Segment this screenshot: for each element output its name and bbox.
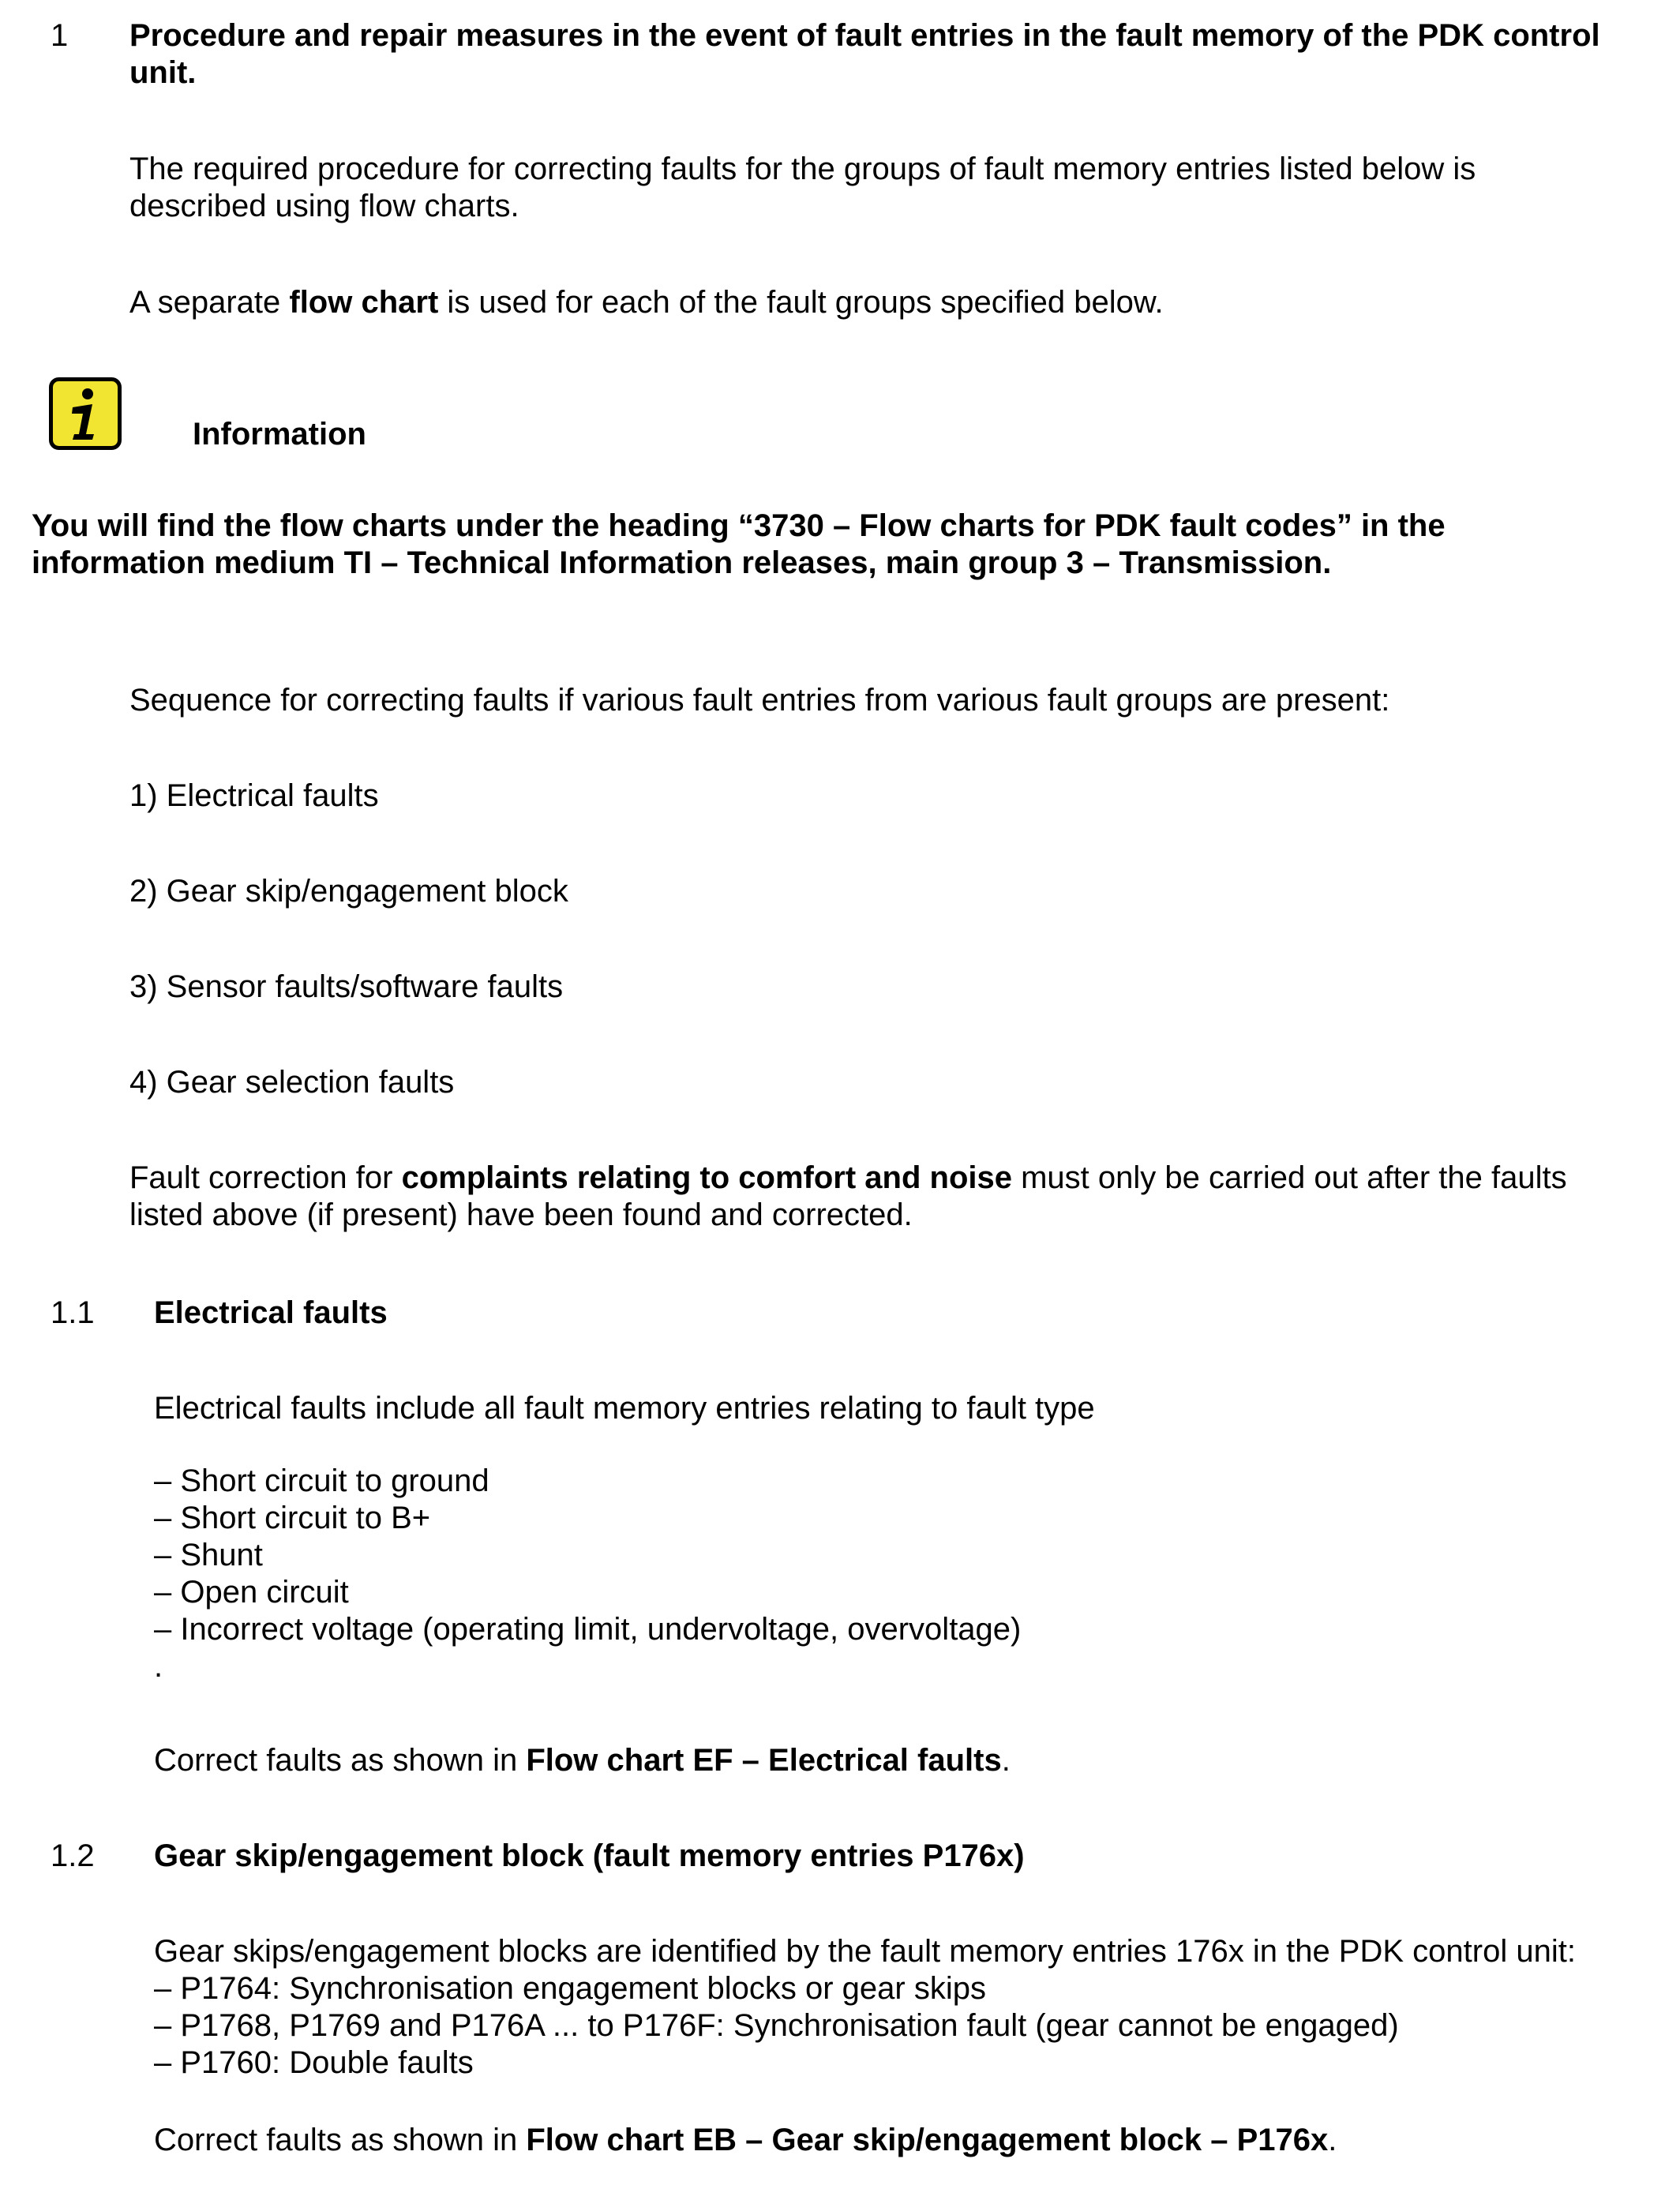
sequence-item: 3) Sensor faults/software faults [129,969,564,1004]
section-1-2-title: Gear skip/engagement block (fault memory entries P176x) [154,1838,1025,1873]
comfort-noise-paragraph [129,1160,1567,1234]
sequence-intro: Sequence for correcting faults if various fault entries from various fault groups are present: [129,683,1390,718]
comfort-noise-bold: complaints relating to comfort and noise [401,1160,1012,1195]
flow-chart-paragraph-prefix: A separate [129,285,290,320]
section-1-2-body [154,1933,1576,2082]
section-1-2-correct-suffix: . [1328,2123,1337,2157]
comfort-noise-suffix: must only be carried out after the faults [1012,1160,1567,1195]
section-1-number: 1 [51,18,69,53]
fault-type-item: – Incorrect voltage (operating limit, undervoltage, overvoltage) [154,1612,1022,1647]
fault-type-item: . [154,1649,163,1684]
information-note-line-1: You will find the flow charts under the heading “3730 – Flow charts for PDK fault codes” in the [32,508,1446,543]
section-1-title-line-1: Procedure and repair measures in the event of fault entries in the fault memory of the PDK control [129,18,1600,53]
fault-type-item: – Short circuit to ground [154,1464,489,1498]
flow-chart-paragraph-bold: flow chart [289,285,439,320]
information-note [32,508,1446,582]
intro-paragraph-line-2: described using flow charts. [129,189,519,223]
section-1-1-correct [154,1742,1011,1779]
information-note-line-2: information medium TI – Technical Information releases, main group 3 – Transmission. [32,545,1332,580]
section-1-1-correct-prefix: Correct faults as shown in [154,1743,527,1778]
section-1-title-line-2: unit. [129,55,197,90]
section-1-1-title: Electrical faults [154,1295,388,1330]
flow-chart-paragraph [129,284,1164,321]
information-icon [49,377,122,450]
sequence-item: 2) Gear skip/engagement block [129,874,568,909]
fault-type-item: – Shunt [154,1538,263,1572]
fault-type-item: – Open circuit [154,1575,349,1610]
comfort-noise-line-2: listed above (if present) have been found and corrected. [129,1197,913,1232]
sequence-item: 4) Gear selection faults [129,1065,455,1100]
fault-type-item: – Short circuit to B+ [154,1501,431,1535]
flow-chart-ef-reference: Flow chart EF – Electrical faults [526,1743,1002,1778]
section-1-2-correct-prefix: Correct faults as shown in [154,2123,527,2157]
fault-code-item: – P1760: Double faults [154,2045,474,2080]
comfort-noise-line-1 [129,1160,1567,1197]
section-1-2-correct [154,2122,1337,2159]
section-1-2-intro: Gear skips/engagement blocks are identified by the fault memory entries 176x in the PDK control unit: [154,1934,1576,1969]
intro-paragraph-line-1: The required procedure for correcting faults for the groups of fault memory entries listed below is [129,152,1476,186]
fault-type-list [154,1463,1021,1685]
fault-code-item: – P1768, P1769 and P176A ... to P176F: Synchronisation fault (gear cannot be engaged) [154,2008,1399,2043]
sequence-item: 1) Electrical faults [129,778,379,813]
intro-paragraph [129,151,1476,225]
flow-chart-paragraph-suffix: is used for each of the fault groups specified below. [438,285,1164,320]
section-1-1-correct-suffix: . [1001,1743,1011,1778]
flow-chart-eb-reference: Flow chart EB – Gear skip/engagement block – P176x [526,2123,1329,2157]
information-label: Information [193,417,366,452]
section-1-1-number: 1.1 [51,1295,95,1330]
section-1-title [129,17,1600,92]
fault-code-item: – P1764: Synchronisation engagement blocks or gear skips [154,1971,986,2006]
section-1-1-intro: Electrical faults include all fault memory entries relating to fault type [154,1391,1095,1426]
section-1-2-number: 1.2 [51,1838,95,1873]
comfort-noise-prefix: Fault correction for [129,1160,402,1195]
